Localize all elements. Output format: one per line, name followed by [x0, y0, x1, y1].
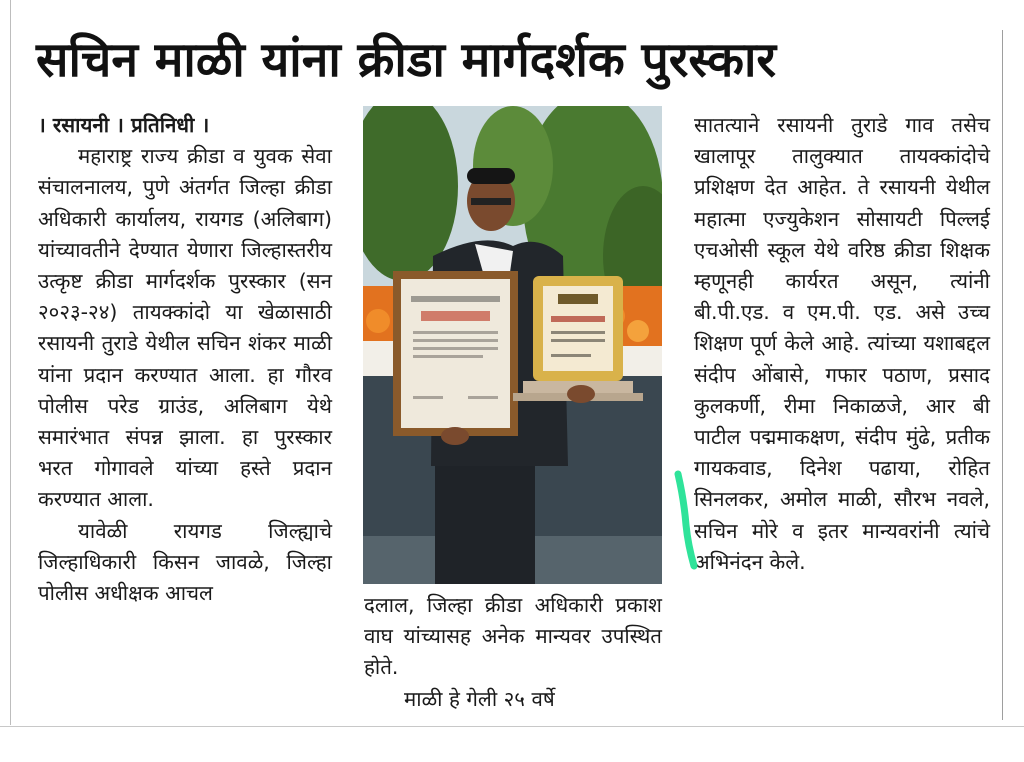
article-dateline: । रसायनी । प्रतिनिधी ।	[38, 113, 210, 137]
highlighter-mark	[670, 470, 700, 570]
article-column-middle	[364, 590, 662, 715]
page-border-left	[10, 0, 11, 725]
article-column-right	[694, 110, 990, 578]
article-paragraph: दलाल, जिल्हा क्रीडा अधिकारी प्रकाश वाघ यांच्यासह अनेक मान्यवर उपस्थित होते.	[364, 593, 662, 680]
article-paragraph: माळी हे गेली २५ वर्षे	[404, 686, 555, 711]
article-column-left	[38, 110, 332, 609]
column-rule-right	[1002, 30, 1003, 720]
article-paragraph: यावेळी रायगड जिल्ह्याचे जिल्हाधिकारी किसन जावळे, जिल्हा पोलीस अधीक्षक आचल	[38, 518, 332, 606]
article-paragraph: सातत्याने रसायनी तुराडे गाव तसेच खालापूर तालुक्यात तायक्कांदोचे प्रशिक्षण देत आहेत. ते रसायनी येथील महात्मा एज्युकेशन सोसायटी पिल्लई एचओसी स्कूल येथे वरिष्ठ क्रीडा शिक्षक म्हणूनही कार्यरत असून, त्यांनी बी.पी.एड. व एम.पी. एड. असे उच्च शिक्षण पूर्ण केले आहे. त्यांच्या यशाबद्दल संदीप ओंबासे, गफार पठाण, प्रसाद कुलकर्णी, रीमा निकाळजे, आर बी पाटील पद्ममाकक्षण, संदीप मुंढे, प्रतीक गायकवाड, दिनेश पढाया, रोहित सिनलकर, अमोल माळी, सौरभ नवले, सचिन मोरे व इतर मान्यवरांनी त्यांचे अभिनंदन केले.	[694, 113, 990, 574]
article-paragraph: महाराष्ट्र राज्य क्रीडा व युवक सेवा संचालनालय, पुणे अंतर्गत जिल्हा क्रीडा अधिकारी कार्यालय, रायगड (अलिबाग) यांच्यावतीने देण्यात येणारा जिल्हास्तरीय उत्कृष्ट क्रीडा मार्गदर्शक पुरस्कार (सन २०२३-२४) तायक्कांदो या खेळासाठी रसायनी तुराडे येथील सचिन शंकर माळी यांना प्रदान करण्यात आला. हा गौरव पोलीस परेड ग्राउंड, अलिबाग येथे समारंभात संपन्न झाला. हा पुरस्कार भरत गोगावले यांच्या हस्ते प्रदान करण्यात आला.	[38, 144, 332, 512]
page-border-bottom	[0, 726, 1024, 727]
award-photo	[363, 106, 662, 584]
article-headline: सचिन माळी यांना क्रीडा मार्गदर्शक पुरस्कार	[36, 32, 777, 88]
